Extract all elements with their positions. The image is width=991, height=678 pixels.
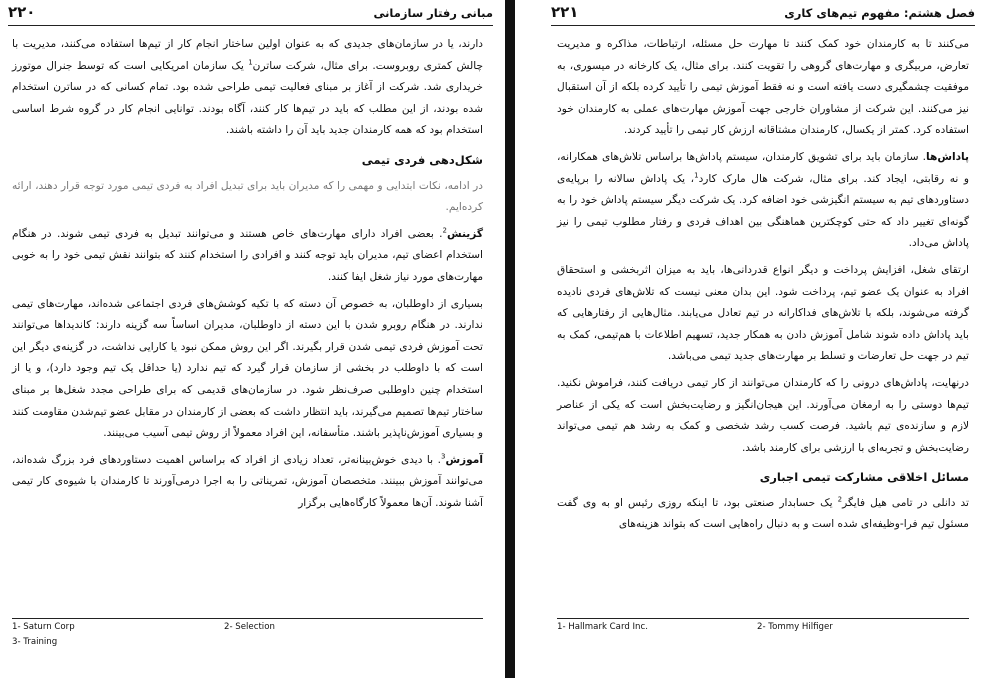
right-page-header-title: فصل هشتم: مفهوم تیم‌های کاری — [784, 6, 975, 20]
run-in-heading: آموزش — [445, 453, 483, 466]
left-page-footnotes — [12, 618, 483, 647]
paragraph: درنهایت، پاداش‌های درونی را که کارمندان می‌توانند از کار تیمی دریافت کنند، فراموش نکنید. تیم‌ها دوستی را به ارمغان می‌آورند. این هیجان‌انگیز و رضایت‌بخش است که یکی از عناصر لازم و سازنده‌ی تیم باشید. فرصت کسب رشد شخصی و کمک به رشد هم تیمی می‌تواند رضایت‌بخش و تجربه‌ای با ارزشی برای کارمند باشد. — [557, 376, 969, 454]
book-spine — [505, 0, 515, 678]
paragraph: تد دانلی در تامی هیل فایگر$^2$ یک حسابدار صنعتی بود، تا اینکه روزی رئیس او به وی گفت مسئول تیم فرا-وظیفه‌ای شده است و به دنبال راه‌هایی است که بتواند هزینه‌های — [557, 495, 969, 531]
left-page-header-title: مبانی رفتار سازمانی — [373, 6, 493, 20]
right-page-body — [557, 34, 969, 541]
paragraph: دارند، یا در سازمان‌های جدیدی که به عنوان اولین ساختار انجام کار از تیم‌ها استفاده می‌کنند، مدیریت با چالش کمتری روبروست. برای مثال، شرکت ساترن$^1$ یک سازمان امریکایی است که توسط جنرال موتورز خریداری شد. شرکت از آغاز بر مبنای فعالیت تیمی طراحی شده بود. تمام کسانی که در ساترن استخدام شده بودند، از این مطلب که باید در تیم‌ها کار کنند، آگاه بودند. توانایی انجام کار در گروه شرط اساسی استخدام بود که همه کارمندان جدید باید آن را داشته باشند. — [12, 38, 484, 137]
footnote-marker: 1 — [248, 58, 253, 67]
right-page-header — [551, 3, 975, 26]
paragraph: گزینش$^2$. بعضی افراد دارای مهارت‌های خاص هستند و می‌توانند تبدیل به فردی تیمی شوند. در هنگام استخدام اعضای تیم، مدیران باید توجه کنند و افرادی را استخدام کنند که بتوانند نقش تیمی خود را به خوبی مهارت‌های مورد نیاز شغل ایفا کنند. — [12, 226, 483, 283]
paragraph: آموزش$^3$. با دیدی خوش‌بینانه‌تر، تعداد زیادی از افراد که براساس اهمیت دستاوردهای فرد بزرگ شده‌اند، می‌توانند آموزش ببینند. متخصصان آموزش، تمریناتی را به اجرا درمی‌آورند تا کارمندان با شیوه‌ی کار تیمی آشنا شوند. آن‌ها معمولاً کارگاه‌هایی برگزار — [12, 452, 483, 509]
paragraph: ارتقای شغل، افزایش پرداخت و دیگر انواع قدردانی‌ها، باید به میزان اثربخشی و استحقاق افراد به عنوان یک عضو تیم، پرداخت شود. این بدان معنی نیست که تلاش‌های فردی نادیده گرفته می‌شوند، بلکه با تلاش‌های فداکارانه در تیم تعادل می‌یابند. مثال‌هایی از رفتارهایی که باید پاداش داده شوند شامل آموزش دادن به همکار جدید، تسهیم اطلاعات با هم‌تیمی، کمک به تیم در جهت حل تعارضات و تسلط بر مهارت‌های جدید تیمی می‌باشد. — [557, 263, 969, 363]
footnote: 2- Selection — [224, 622, 275, 632]
footnote: 1- Saturn Corp — [12, 622, 75, 632]
right-page-footnotes — [557, 618, 969, 632]
footnote: 2- Tommy Hilfiger — [757, 622, 833, 632]
paragraph: می‌کنند تا به کارمندان خود کمک کنند تا مهارت حل مسئله، ارتباطات، مذاکره و مدیریت تعارض، مربیگری و مهارت‌های گروهی را تقویت کنند. برای مثال، یک کارخانه در میسوری، به موفقیت چشمگیری دست یافته است و نه فقط آموزش تیمی را تأیید کرده بلکه از آن استقبال نیز می‌کنند. این شرکت از مشاوران خارجی جهت آموزش مهارت‌های عملی به کارمندان خود استفاده کرد. کمتر از یکسال، کارمندان مشتاقانه ارزش کار تیمی را تأیید کردند. — [557, 38, 969, 137]
left-page-body — [12, 34, 483, 519]
paragraph: در ادامه، نکات ابتدایی و مهمی را که مدیران باید برای تبدیل افراد به فردی تیمی مورد توجه قرار دهند، ارائه کرده‌ایم. — [12, 179, 483, 214]
footnote-marker: 1 — [694, 171, 699, 180]
footnote: 1- Hallmark Card Inc. — [557, 622, 648, 632]
footnote: 3- Training — [12, 637, 58, 647]
run-in-heading: پاداش‌ها — [926, 150, 969, 163]
left-page-header — [8, 3, 493, 26]
paragraph: پاداش‌ها. سازمان باید برای تشویق کارمندان، سیستم پاداش‌ها براساس تلاش‌های همکارانه، و نه رقابتی، ایجاد کند. برای مثال، شرکت هال مارک کارد$^1$، یک پاداش سالانه را برپایه‌ی دستاوردهای تیم به سیستم انگیزشی خود اضافه کرد. یک شرکت دیگر سیستم پاداش خود را به گونه‌ای تغییر داد که حتی کوچکترین هماهنگی بین اهداف فردی و رفتار مطلوب تیمی را نیز پاداش می‌داد. — [557, 150, 970, 250]
left-page-number: ۲۲۰ — [8, 3, 36, 21]
paragraph: بسیاری از داوطلبان، به خصوص آن دسته که با تکیه کوشش‌های فردی اجتماعی شده‌اند، مهارت‌های تیمی ندارند. در هنگام روبرو شدن با این دسته از داوطلبان، مدیران اساساً سه گزینه دارند: کاندیداها می‌توانند تحت آموزش فردی تیمی شدن قرار بگیرند. اگر این روش ممکن نبود یا کارایی نداشت، در گزینه‌ی دیگر این است که با داوطلب در بخشی از سازمان قرار گیرد که تیم ندارد (یا حداقل یک تیم وجود دارد)، و یا از استخدام چنین داوطلبی صرف‌نظر شود. در سازمان‌های قدیمی که برای طراحی مجدد شغل‌ها بر مبنای ساختار تیم‌ها تصمیم می‌گیرند، باید انتظار داشت که بعضی از کارمندان در مقابل عضو تیم‌شدن مقاومت کنند و بسیاری آموزش‌ناپذیر باشند. متأسفانه، این افراد معمولاً از روش تیمی آسیب می‌بینند. — [12, 297, 483, 440]
footnote-marker: 3 — [440, 452, 446, 461]
section-heading: مسائل اخلاقی مشارکت تیمی اجباری — [759, 470, 969, 485]
run-in-heading: گزینش — [446, 227, 483, 240]
right-page — [515, 0, 991, 678]
footnote-marker: 2 — [442, 226, 447, 235]
footnote-marker: 2 — [837, 495, 843, 504]
right-page-number: ۲۲۱ — [551, 3, 579, 21]
section-heading: شکل‌دهی فردی تیمی — [361, 152, 483, 167]
